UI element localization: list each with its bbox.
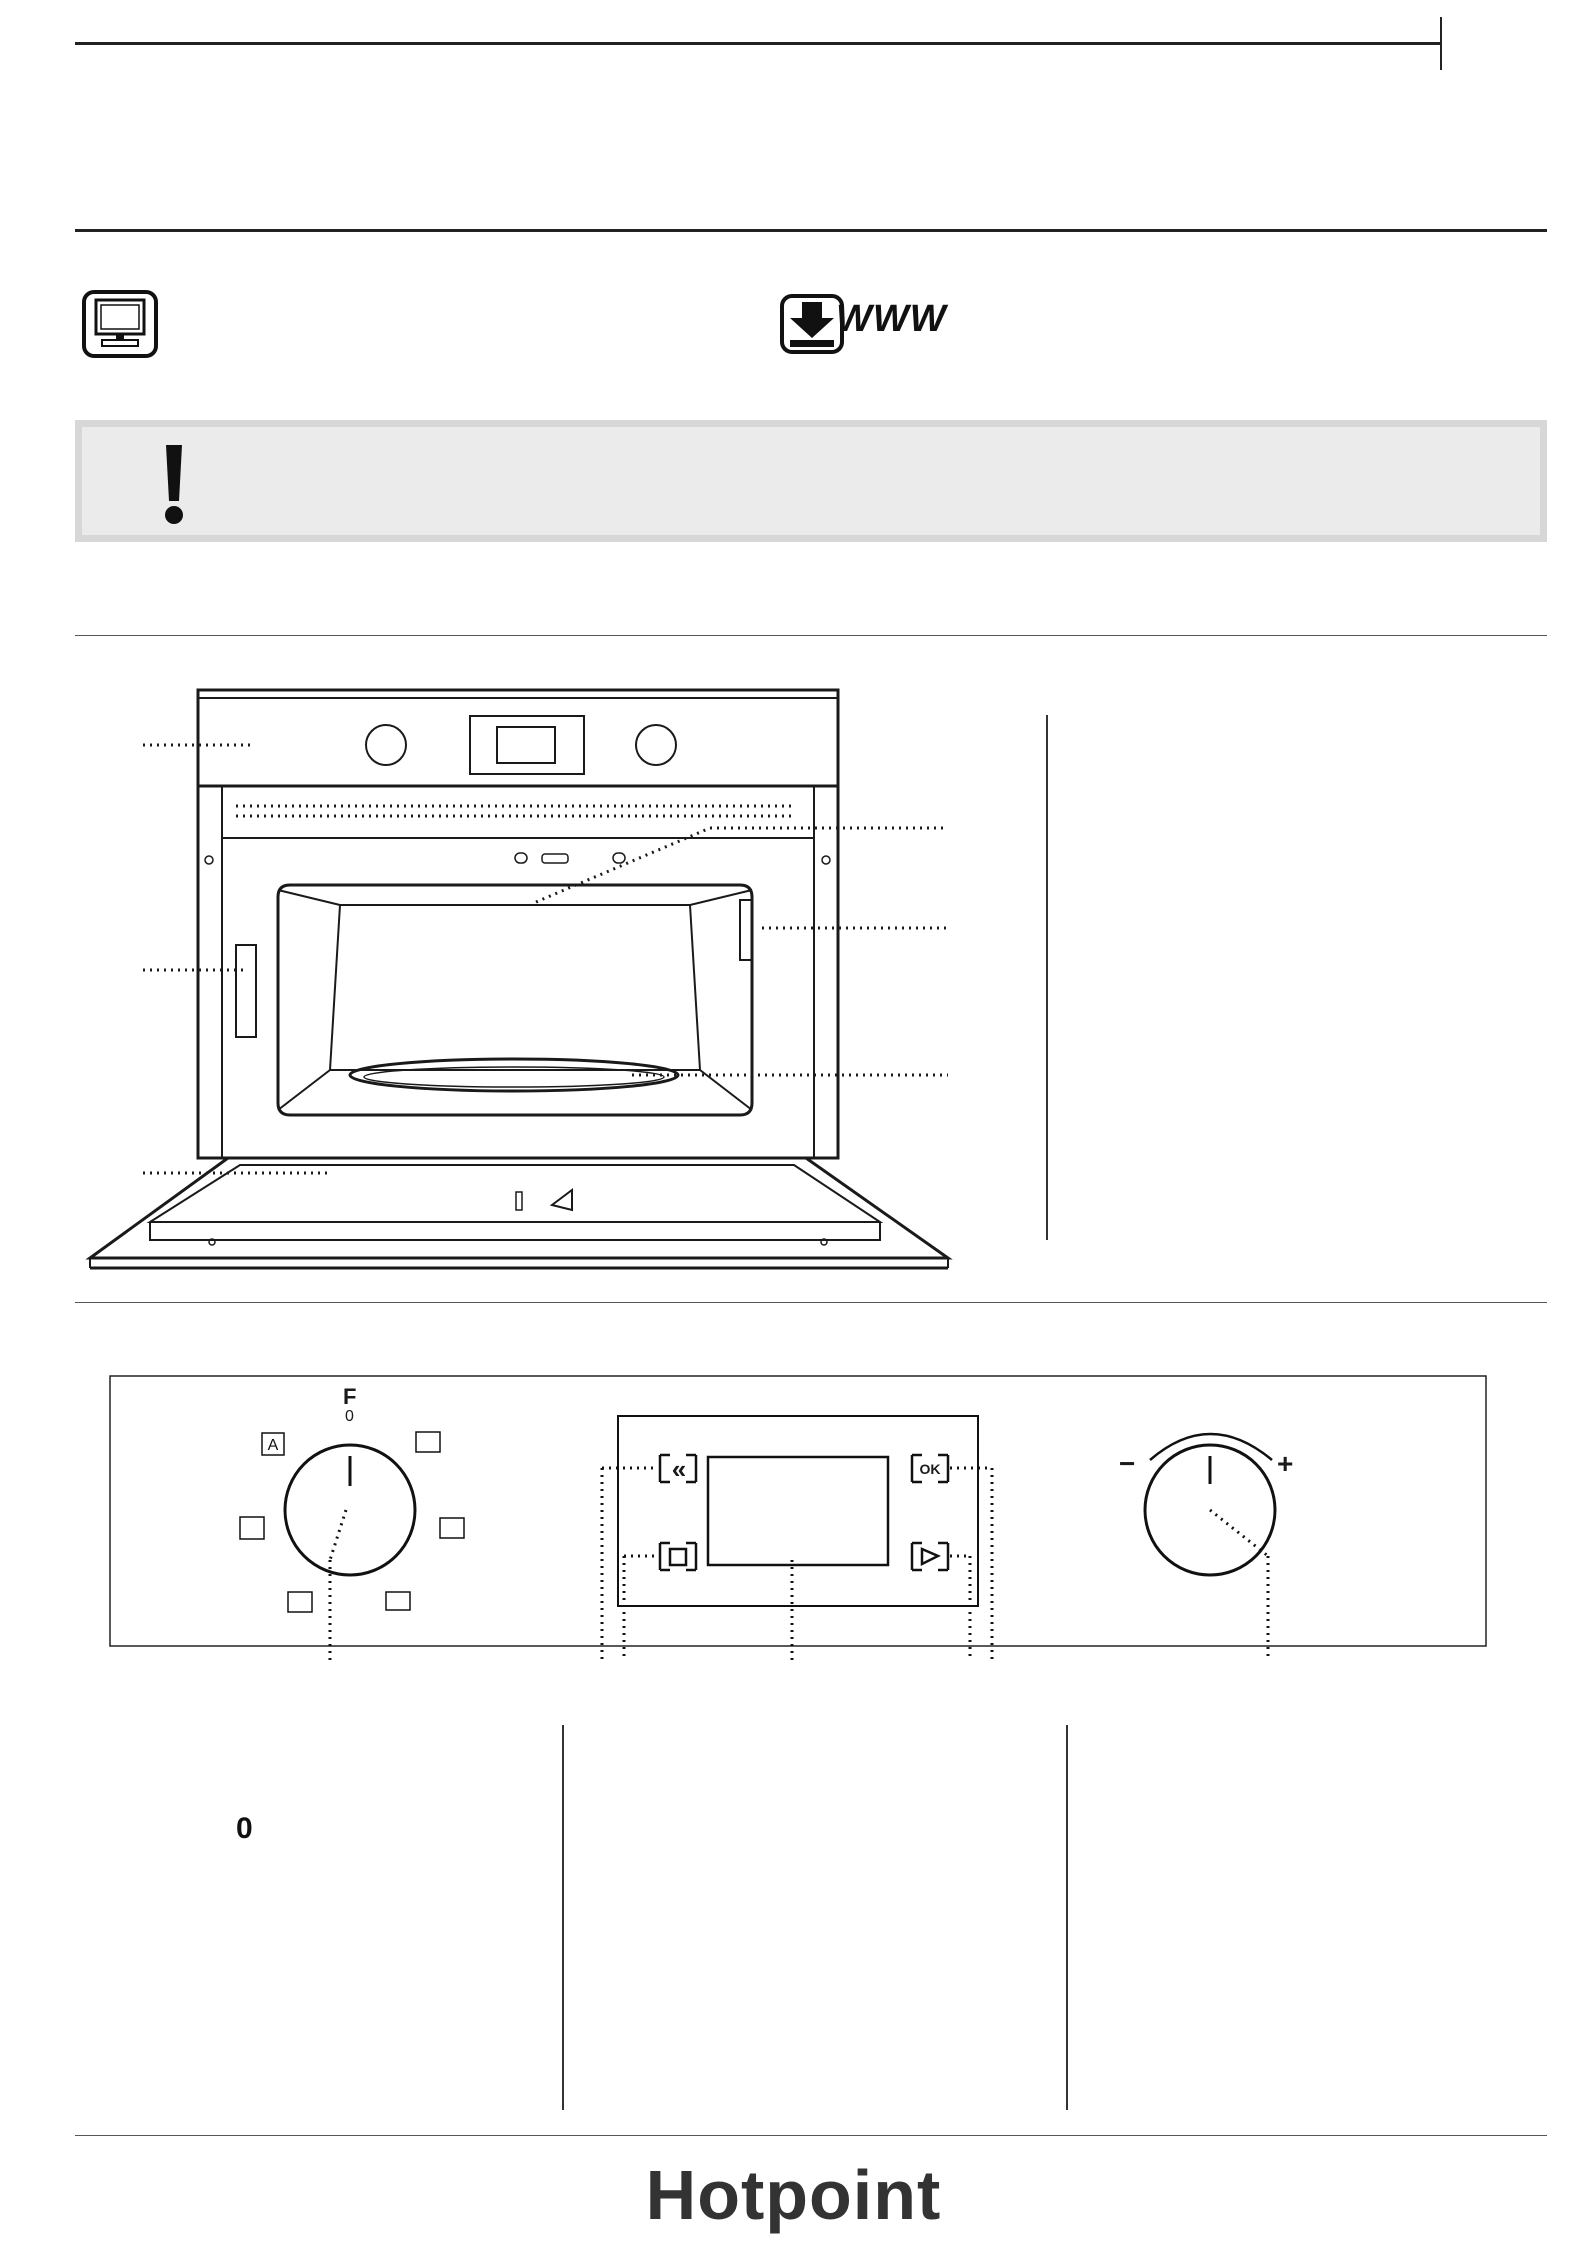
download-www-label: WWW	[836, 298, 947, 340]
top-rule-tick	[1440, 17, 1442, 70]
top-rule	[75, 42, 1440, 45]
section-rule-3	[75, 1302, 1547, 1303]
monitor-icon	[82, 290, 158, 358]
knob-plus-label: +	[1277, 1448, 1294, 1479]
section-rule-1	[75, 229, 1547, 232]
brand-logo: Hotpoint	[645, 2156, 942, 2234]
selector-top-label: F	[343, 1384, 357, 1409]
selector-zero-label: 0	[345, 1408, 354, 1425]
ok-button[interactable]: OK	[919, 1461, 941, 1477]
footer-rule	[75, 2135, 1547, 2136]
exclamation-icon	[162, 443, 186, 527]
warning-box	[75, 420, 1547, 542]
back-button[interactable]: «	[671, 1454, 687, 1484]
knob-minus-label: −	[1119, 1448, 1136, 1479]
svg-text:A: A	[267, 1437, 279, 1454]
description-zero-label: 0	[236, 1812, 253, 1845]
section-rule-2	[75, 635, 1547, 636]
